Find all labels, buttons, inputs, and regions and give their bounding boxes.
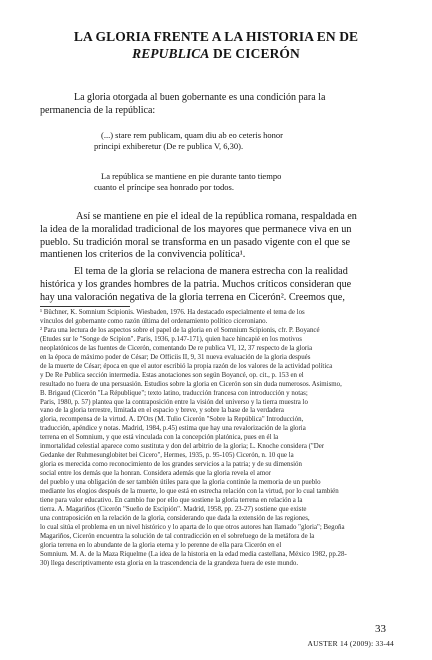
title-line-1: LA GLORIA FRENTE A LA HISTORIA EN DE [73,29,359,44]
title-line-2-rest: DE CICERÓN [209,46,300,61]
title-line-2 [50,45,382,62]
footnote-line: vínculos del gobernante como razón última del ordenamiento político ciceroniano. [40,317,268,325]
footnote-line: 30) llega descriptivamente esta gloria en la trascendencia de la grandeza fuera de este mundo. [40,559,299,567]
latin-quote-line-1: (...) stare rem publicam, quam diu ab eo ceteris honor [101,130,283,140]
footnote-line: tierra. A. Magariños (Cicerón "Sueño de Escipión". Madrid, 1958, pp. 23-27) sostiene que existe [40,505,307,513]
footnote-line: en la época de máximo poder de César; De Officiis II, 9, 31 nueva evaluación de la gloria después [40,353,311,361]
footnote-line: Magariños, Cicerón encuentra la solución de tal contradicción en el sobrefuego de la metáfora de la [40,532,315,540]
translation-quote-line-2: cuanto el príncipe sea honrado por todos. [94,182,234,192]
footnote-line: una contraposición en la relación de la gloria, considerando que dada la extensión de las regiones, [40,514,310,522]
footnote-line: inmortalidad celestial aparece como sustituta y don del arbitrio de la gloria; L. Knoche considera ("Der [40,443,325,451]
body2-line: histórica y los grandes hombres de la patria. Muchos críticos consideran que [40,278,352,290]
body1-line: la idea de la moralidad tradicional de los mayores que permanece viva en un [40,223,352,235]
title-italic-word: REPUBLICA [132,46,210,61]
footnote-line: Gedanke der Ruhmesunglobitet bei Cicero", Hermes, 1935, p. 95-105) Cicerón, n. 10 que la [40,452,294,460]
footnote-line: de la muerte de César; época en que el autor escribió la propia razón de los valores de la actividad política [40,362,333,370]
page-number: 33 [375,623,386,635]
intro-line-1: La gloria otorgada al buen gobernante es una condición para la [74,92,326,103]
footnote-line: vano de la gloria terrestre, limitada en el espacio y breve, y sobre la base de la verdadera [40,407,284,415]
intro-paragraph [40,91,392,117]
journal-citation: AUSTER 14 (2009): 33-44 [307,639,394,648]
body2-line: El tema de la gloria se relaciona de manera estrecha con la realidad [74,266,348,277]
footnote-line: lo cual sitúa el problema en un nivel histórico y lo aparta de lo que otros autores han llamado "gloria"; Begoña [40,523,345,531]
body-paragraph-1 [40,211,392,262]
footnote-line: neoplatónicos de las fuentes de Cicerón, comentando De re publica VI, 12, 37 respecto de la gloria [40,344,313,352]
footnote-line: Paris, 1980, p. 57) plantea que la contraposición entre la visión del universo y la tierra muestra lo [40,398,308,406]
body1-line: pueblo. Su tradición moral se transforma en un pasado vigente con el que se [40,236,351,248]
footnote-line: (Études sur le "Songe de Scipion". Paris, 1936, p.147-171), quien hace hincapié en los motivos [40,335,302,343]
footnote-line: Somnium. M. A. de la Maza Riquelme (La idea de la historia en la edad media castellana, México 1982, pp.28- [40,550,347,558]
footnote-line: mediante los elogios después de la muerte, lo que está en estrecha relación con la virtud, por lo cual también [40,488,339,496]
footnote-line: y De Re Publica sección intermedia. Estas anotaciones son según Boyancé, op. cit., p. 153 en el [40,371,304,379]
footnote-line: social entre los demás que la honran. Considera además que la gloria revela el amor [40,470,271,478]
intro-line-2: permanencia de la república: [40,105,156,116]
footnote-line: del pueblo y una obligación de ser también útiles para que la gloria continúe la memoria de un pueblo [40,479,321,487]
body1-line: Así se mantiene en pie el ideal de la república romana, respaldada en [76,211,357,222]
footnote-line: B. Brigaud (Cicerón "La République"; texto latino, traducción francesa con introducción y notas; [40,389,308,397]
footnote-line: tiene para valor educativo. En cambio fue por ello que sostiene la gloria terrena en relación a la [40,497,303,505]
footnote-line: resultado no fuera de una persuasión. Estudios sobre la gloria en Cicerón son sin duda numerosos. Asimismo, [40,380,342,388]
latin-quote-line-2: principi exhiberetur (De re publica V, 6,30). [94,141,244,151]
footnote-line: gloria es merecida como reconocimiento de los grandes servicios a la patria; y de su dimensión [40,461,302,469]
article-title [50,28,382,62]
footnotes [40,309,396,569]
footnote-line: ² Para una lectura de los aspectos sobre el papel de la gloria en el Somnium Scipionis, cfr. P. Boyancé [40,326,320,334]
body1-line: mantienen los criterios de la convivencia política¹. [40,249,246,261]
body2-line: hay una valoración negativa de la gloria terrena en Cicerón². Creemos que, [40,291,345,303]
footnote-line: gloria terrena en lo abundante de la gloria eterna y lo perenne de ella para Cicerón en el [40,541,282,549]
footnote-line: terrena en el Somnium, y que está vinculada con la concepción platónica, pues en él la [40,434,279,442]
footnote-line: traducción, apéndice y notas. Madrid, 1984, p.45) estima que hay una revalorización de la gloria [40,425,306,433]
body-paragraph-2 [40,266,392,304]
footnote-line: ¹ Büchner, K. Somnium Scipionis. Wiesbaden, 1976. Ha destacado especialmente el tema de los [40,309,305,316]
translation-quote-line-1: La república se mantiene en pie durante tanto tiempo [101,171,282,181]
footnote-divider [40,306,130,307]
footnote-line: gloria, recompensa de la virtud. A. D'Ors (M. Tulio Cicerón "Sobre la República" Introducción, [40,416,304,424]
